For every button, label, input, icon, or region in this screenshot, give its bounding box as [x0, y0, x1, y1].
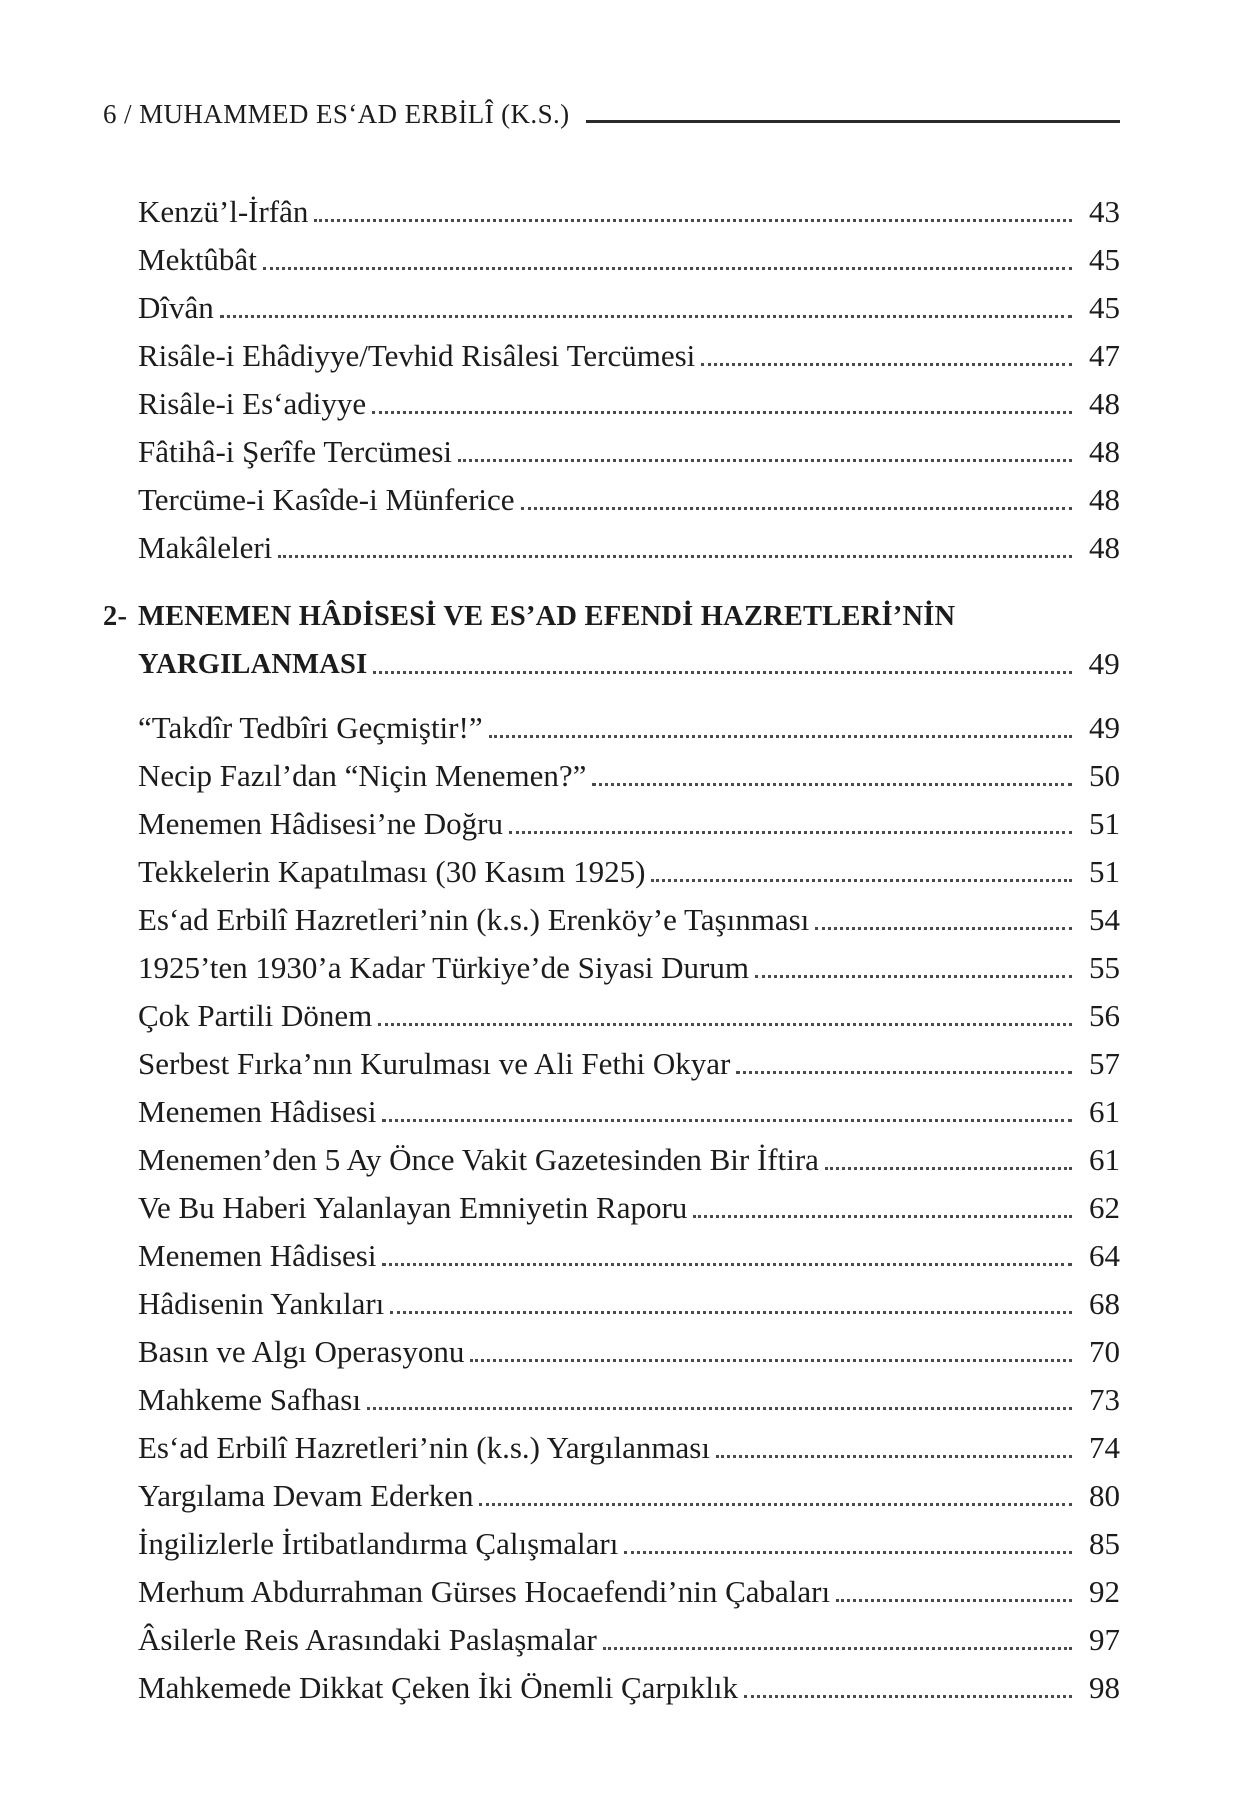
toc-entry-page: 51: [1089, 806, 1120, 842]
toc-entry-page: 49: [1089, 710, 1120, 746]
dot-leader: [744, 1695, 1072, 1698]
toc-entry: [103, 746, 1120, 794]
dot-leader: [458, 459, 1072, 462]
dot-leader: [470, 1359, 1072, 1362]
toc-entry-title: Menemen Hâdisesi’ne Doğru: [138, 806, 504, 842]
toc-entry: [103, 938, 1120, 986]
toc-entry: [103, 1370, 1120, 1418]
toc-entry: [103, 890, 1120, 938]
dot-leader: [220, 315, 1072, 318]
toc-entry-page: 70: [1089, 1334, 1120, 1370]
toc-entry-title: Hâdisenin Yankıları: [138, 1286, 385, 1322]
dot-leader: [489, 735, 1072, 738]
toc-entry-title: Tekkelerin Kapatılması (30 Kasım 1925): [138, 854, 646, 890]
toc-entry: [103, 1226, 1120, 1274]
toc-entry-title: Es‘ad Erbilî Hazretleri’nin (k.s.) Yargılanması: [138, 1430, 710, 1466]
toc-entry-title: Kenzü’l-İrfân: [138, 194, 309, 230]
toc-entry-page: 47: [1089, 338, 1120, 374]
toc-entry: [103, 1418, 1120, 1466]
section-heading-line1: [103, 586, 1120, 634]
toc-entry-title: Makâleleri: [138, 530, 273, 566]
toc-entry-title: Serbest Fırka’nın Kurulması ve Ali Fethi Okyar: [138, 1046, 731, 1082]
dot-leader: [263, 267, 1072, 270]
toc-entry: [103, 986, 1120, 1034]
toc-entry-page: 64: [1089, 1238, 1120, 1274]
toc-entry: [103, 278, 1120, 326]
toc-entry-page: 43: [1089, 194, 1120, 230]
dot-leader: [701, 363, 1072, 366]
dot-leader: [382, 1119, 1072, 1122]
dot-leader: [755, 975, 1072, 978]
toc-entry-page: 50: [1089, 758, 1120, 794]
toc-entry-title: Mahkeme Safhası: [138, 1382, 361, 1418]
toc-entry-page: 48: [1089, 482, 1120, 518]
toc-entry-page: 45: [1089, 242, 1120, 278]
toc-entry-page: 68: [1089, 1286, 1120, 1322]
dot-leader: [378, 1023, 1072, 1026]
toc-entry-title: Menemen’den 5 Ay Önce Vakit Gazetesinden Bir İftira: [138, 1142, 819, 1178]
toc-entry-page: 45: [1089, 290, 1120, 326]
toc-entry: [103, 1658, 1120, 1706]
toc-entry-page: 51: [1089, 854, 1120, 890]
dot-leader: [624, 1551, 1072, 1554]
toc-entry-page: 55: [1089, 950, 1120, 986]
toc-entry-title: Ve Bu Haberi Yalanlayan Emniyetin Raporu: [138, 1190, 688, 1226]
dot-leader: [592, 783, 1072, 786]
section-title-line1: MENEMEN HÂDİSESİ VE ES’AD EFENDİ HAZRETLERİ’NİN: [138, 601, 956, 633]
section-number: 2-: [103, 601, 128, 633]
section-heading-line2: [103, 634, 1120, 682]
toc-group-menemen: [103, 698, 1120, 1706]
toc-entry-title: İngilizlerle İrtibatlandırma Çalışmaları: [138, 1526, 619, 1562]
toc-entry-page: 56: [1089, 998, 1120, 1034]
dot-leader: [815, 927, 1072, 930]
toc-entry-title: Mahkemede Dikkat Çeken İki Önemli Çarpıklık: [138, 1670, 739, 1706]
toc-entry: [103, 422, 1120, 470]
toc-entry-page: 48: [1089, 386, 1120, 422]
dot-leader: [693, 1215, 1072, 1218]
toc-entry-title: Menemen Hâdisesi: [138, 1238, 377, 1274]
toc-entry-title: Yargılama Devam Ederken: [138, 1478, 474, 1514]
toc-entry-page: 92: [1089, 1574, 1120, 1610]
dot-leader: [479, 1503, 1072, 1506]
toc-section-heading: [103, 586, 1120, 682]
toc-entry-title: Risâle-i Ehâdiyye/Tevhid Risâlesi Tercümesi: [138, 338, 696, 374]
header-rule: [586, 120, 1120, 123]
toc-entry-title: Es‘ad Erbilî Hazretleri’nin (k.s.) Erenköy’e Taşınması: [138, 902, 810, 938]
toc-entry-title: “Takdîr Tedbîri Geçmiştir!”: [138, 710, 483, 746]
toc-entry-page: 48: [1089, 530, 1120, 566]
dot-leader: [716, 1455, 1072, 1458]
toc-entry-title: Fâtihâ-i Şerîfe Tercümesi: [138, 434, 453, 470]
toc-entry: [103, 1034, 1120, 1082]
toc-entry: [103, 518, 1120, 566]
toc-entry: [103, 1130, 1120, 1178]
toc-entry-page: 61: [1089, 1142, 1120, 1178]
toc-entry: [103, 1322, 1120, 1370]
toc-entry-title: Menemen Hâdisesi: [138, 1094, 377, 1130]
page-header: [103, 98, 1120, 130]
toc-group-works: [103, 182, 1120, 566]
toc-entry: [103, 794, 1120, 842]
toc-entry-title: Dîvân: [138, 290, 214, 326]
dot-leader: [314, 219, 1072, 222]
toc-entry-page: 48: [1089, 434, 1120, 470]
toc-entry: [103, 230, 1120, 278]
toc-entry-title: Tercüme-i Kasîde-i Münferice: [138, 482, 515, 518]
toc-entry-page: 98: [1089, 1670, 1120, 1706]
toc-entry-page: 61: [1089, 1094, 1120, 1130]
toc-entry: [103, 326, 1120, 374]
toc-entry-page: 73: [1089, 1382, 1120, 1418]
toc-entry: [103, 1082, 1120, 1130]
dot-leader: [373, 671, 1072, 674]
dot-leader: [390, 1311, 1072, 1314]
toc-entry: [103, 374, 1120, 422]
toc-entry-title: Basın ve Algı Operasyonu: [138, 1334, 465, 1370]
toc-entry: [103, 1466, 1120, 1514]
dot-leader: [367, 1407, 1072, 1410]
section-title-line2: YARGILANMASI: [138, 649, 368, 681]
toc-entry: [103, 698, 1120, 746]
toc-entry-title: Âsilerle Reis Arasındaki Paslaşmalar: [138, 1622, 597, 1658]
toc-entry-page: 54: [1089, 902, 1120, 938]
dot-leader: [382, 1263, 1072, 1266]
dot-leader: [521, 507, 1072, 510]
dot-leader: [603, 1647, 1072, 1650]
toc-entry-title: 1925’ten 1930’a Kadar Türkiye’de Siyasi Durum: [138, 950, 749, 986]
dot-leader: [836, 1599, 1072, 1602]
toc-entry-title: Çok Partili Dönem: [138, 998, 373, 1034]
dot-leader: [736, 1071, 1072, 1074]
toc-entry-title: Merhum Abdurrahman Gürses Hocaefendi’nin Çabaları: [138, 1574, 831, 1610]
toc-entry-title: Risâle-i Es‘adiyye: [138, 386, 367, 422]
toc-entry: [103, 1562, 1120, 1610]
toc-entry: [103, 1514, 1120, 1562]
dot-leader: [509, 831, 1072, 834]
toc-entry: [103, 182, 1120, 230]
toc-entry-page: 74: [1089, 1430, 1120, 1466]
dot-leader: [278, 555, 1072, 558]
toc-entry-page: 57: [1089, 1046, 1120, 1082]
toc-entry: [103, 842, 1120, 890]
toc-entry-page: 97: [1089, 1622, 1120, 1658]
toc-entry-title: Mektûbât: [138, 242, 257, 278]
toc-entry-title: Necip Fazıl’dan “Niçin Menemen?”: [138, 758, 587, 794]
toc-entry: [103, 1178, 1120, 1226]
running-head: 6 / MUHAMMED ES‘AD ERBİLÎ (K.S.): [103, 99, 570, 129]
dot-leader: [825, 1167, 1072, 1170]
dot-leader: [372, 411, 1072, 414]
section-page: 49: [1088, 646, 1120, 682]
toc-entry: [103, 470, 1120, 518]
toc-entry: [103, 1274, 1120, 1322]
toc-entry: [103, 1610, 1120, 1658]
toc-entry-page: 80: [1089, 1478, 1120, 1514]
toc-entry-page: 85: [1089, 1526, 1120, 1562]
toc-entry-page: 62: [1089, 1190, 1120, 1226]
dot-leader: [651, 879, 1072, 882]
table-of-contents: [103, 182, 1120, 1706]
